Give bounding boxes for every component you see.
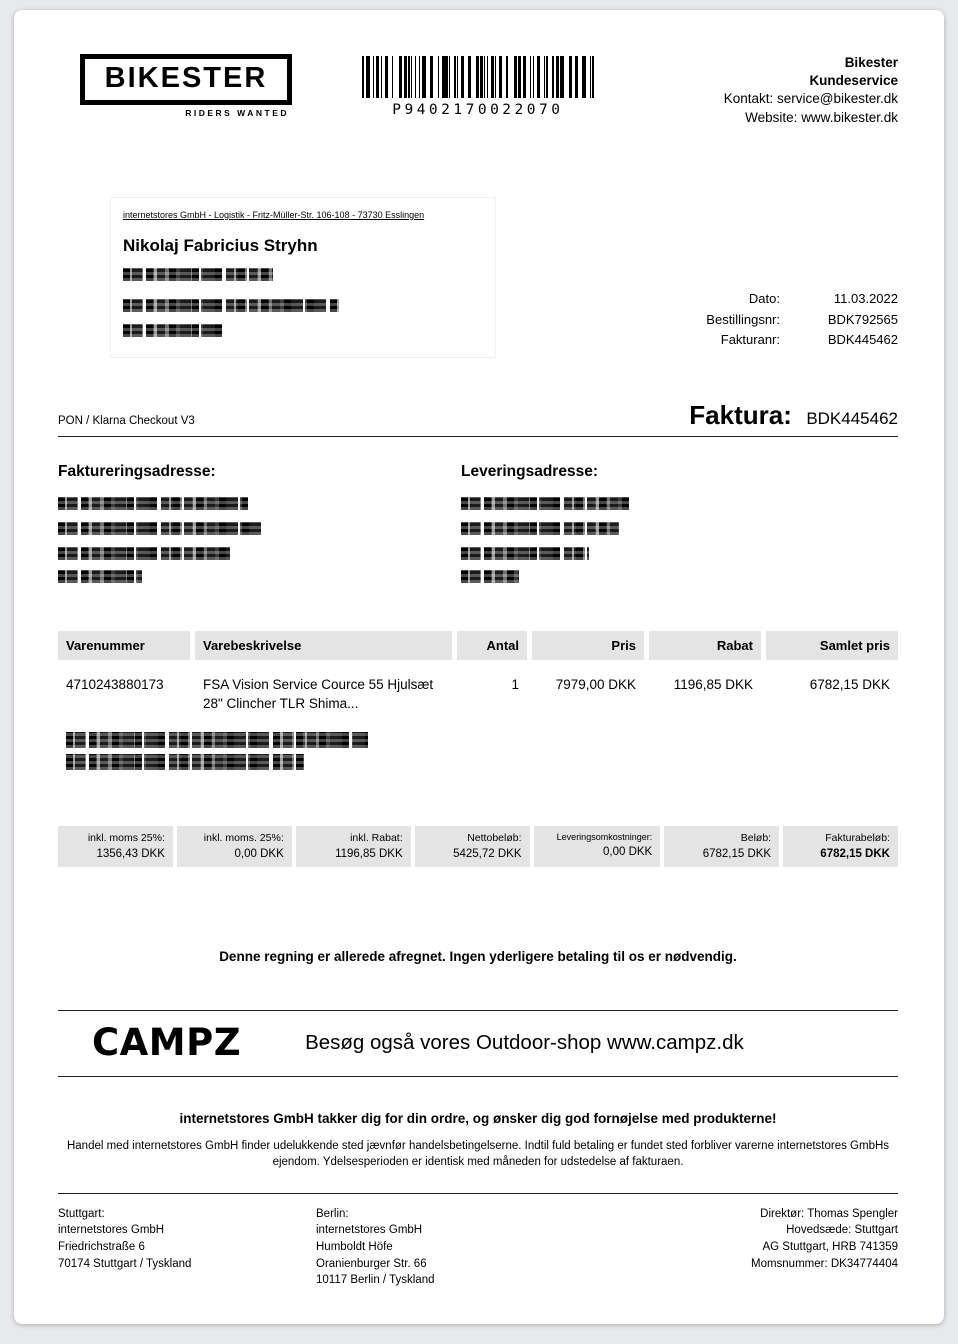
item-qty: 1 — [511, 676, 519, 692]
redacted-text — [461, 570, 519, 583]
footer-stuttgart — [58, 1206, 316, 1289]
footer-line: internetstores GmbH — [58, 1224, 165, 1237]
total-value: 0,00 DKK — [234, 848, 284, 860]
total-label: inkl. Rabat: — [350, 832, 403, 844]
items-table — [58, 631, 898, 770]
total-value: 1356,43 DKK — [96, 848, 165, 860]
contact-label: Kontakt: — [723, 91, 774, 107]
redacted-text — [461, 522, 619, 535]
dato-value: 11.03.2022 — [833, 291, 898, 307]
footer — [58, 1206, 898, 1289]
item-number: 4710243880173 — [66, 676, 164, 692]
total-value: 5425,72 DKK — [453, 848, 522, 860]
campz-logo: CAMPZ — [92, 1021, 242, 1064]
total-value: 1196,85 DKK — [335, 848, 403, 860]
invoice-number: BDK445462 — [806, 408, 898, 428]
service-info — [724, 54, 898, 127]
barcode-icon — [362, 56, 594, 98]
total-value: 6782,15 DKK — [702, 848, 772, 860]
footer-line: Hovedsæde: Stuttgart — [786, 1224, 898, 1237]
fakturanr-label: Fakturanr: — [720, 331, 780, 347]
website-label: Website: — [745, 109, 798, 125]
footer-line: Stuttgart: — [58, 1207, 105, 1220]
redacted-recipient-city — [123, 299, 339, 312]
billing-address — [58, 463, 461, 583]
barcode-block — [358, 56, 598, 118]
column-header-antal: Antal — [457, 631, 527, 660]
totals-bar — [58, 826, 898, 867]
website-link[interactable]: www.bikester.dk — [801, 109, 898, 125]
total-label: Fakturabeløb: — [825, 832, 890, 844]
total-value: 0,00 DKK — [603, 846, 653, 858]
total-cell-fakturabelob — [783, 826, 898, 867]
redacted-recipient-country — [123, 324, 223, 337]
invoice-title-row — [58, 400, 898, 437]
redacted-text — [58, 522, 264, 535]
total-cell-belob — [664, 826, 779, 867]
shipping-address-heading: Leveringsadresse: — [461, 462, 598, 480]
bikester-logo-tagline: RIDERS WANTED — [185, 108, 289, 118]
contact-email-link[interactable]: service@bikester.dk — [776, 91, 898, 107]
recipient-name: Nikolaj Fabricius Stryhn — [123, 235, 318, 255]
address-window — [110, 197, 496, 358]
meta-row-bestillingsnr — [706, 310, 898, 330]
footer-line: Oranienburger Str. 66 — [316, 1257, 427, 1270]
redacted-text — [58, 497, 248, 510]
footer-line: Berlin: — [316, 1207, 349, 1220]
dato-label: Dato: — [748, 291, 780, 307]
bestillingsnr-label: Bestillingsnr: — [706, 311, 780, 327]
campz-promo-text: Besøg også vores Outdoor-shop www.campz.dk — [305, 1030, 744, 1054]
redacted-text — [66, 754, 304, 770]
fakturanr-value: BDK445462 — [827, 331, 898, 347]
footer-line: Humboldt Höfe — [316, 1241, 393, 1253]
column-header-varenummer: Varenummer — [58, 631, 190, 660]
invoice-title: Faktura: — [689, 399, 792, 430]
item-price: 7979,00 DKK — [555, 676, 636, 692]
total-cell-moms-25-b — [177, 826, 292, 867]
invoice-title-block — [689, 400, 898, 431]
redacted-text — [66, 732, 368, 748]
terms-text: Handel med internetstores GmbH finder udelukkende sted jævnfør handelsbetingelserne. Indtil fuld betaling er fundet sted forbliver varerne internetstores GmbHs ejendom. Ydelsesperioden er identisk med måneden for udstedelse af fakturaen. — [66, 1140, 890, 1169]
item-description: FSA Vision Service Cource 55 Hjulsæt 28" Clincher TLR Shima... — [203, 676, 434, 712]
footer-line: AG Stuttgart, HRB 741359 — [762, 1241, 898, 1253]
header — [58, 54, 898, 127]
redacted-text — [461, 497, 629, 510]
total-cell-nettobelob — [415, 826, 530, 867]
redacted-recipient-street — [123, 268, 273, 281]
meta-row-fakturanr — [706, 330, 898, 350]
invoice-meta — [706, 289, 898, 349]
bestillingsnr-value: BDK792565 — [827, 311, 898, 327]
footer-divider — [58, 1193, 898, 1194]
total-label: Nettobeløb: — [467, 832, 522, 844]
barcode-number: P9402170022070 — [392, 102, 564, 118]
footer-legal — [751, 1206, 898, 1289]
total-label: Leveringsomkostninger: — [556, 832, 653, 842]
sender-address-line: internetstores GmbH - Logistik - Fritz-Müller-Str. 106-108 - 73730 Esslingen — [123, 209, 425, 220]
paid-notice: Denne regning er allerede afregnet. Ingen yderligere betaling til os er nødvendig. — [219, 949, 737, 964]
column-header-rabat: Rabat — [649, 631, 761, 660]
bikester-logo — [80, 54, 292, 118]
items-table-header — [58, 631, 898, 660]
service-company-name: Bikester — [844, 55, 898, 70]
redacted-text — [461, 547, 589, 560]
table-row — [58, 675, 898, 714]
column-header-varebeskrivelse: Varebeskrivelse — [195, 631, 452, 660]
total-cell-rabat — [296, 826, 411, 867]
footer-line: 10117 Berlin / Tyskland — [316, 1274, 435, 1287]
item-discount: 1196,85 DKK — [673, 676, 753, 692]
bikester-logo-text: BIKESTER — [80, 54, 292, 105]
redacted-text — [58, 547, 230, 560]
payment-method-line: PON / Klarna Checkout V3 — [58, 414, 195, 427]
footer-line: 70174 Stuttgart / Tyskland — [58, 1257, 192, 1270]
total-label: inkl. moms 25%: — [87, 832, 165, 844]
billing-address-heading: Faktureringsadresse: — [58, 462, 216, 480]
address-meta-row — [58, 197, 898, 358]
service-department: Kundeservice — [809, 73, 898, 89]
item-total: 6782,15 DKK — [809, 676, 890, 692]
column-header-samlet-pris: Samlet pris — [766, 631, 898, 660]
total-cell-levering — [534, 826, 661, 867]
column-header-pris: Pris — [532, 631, 644, 660]
footer-line: Direktør: Thomas Spengler — [760, 1207, 898, 1220]
redacted-text — [58, 570, 142, 583]
footer-line: Momsnummer: DK34774404 — [750, 1257, 898, 1270]
footer-line: internetstores GmbH — [316, 1224, 423, 1237]
total-label: inkl. moms. 25%: — [203, 832, 284, 844]
footer-berlin — [316, 1206, 751, 1289]
thanks-message: internetstores GmbH takker dig for din ordre, og ønsker dig god fornøjelse med produkterne! — [179, 1111, 777, 1126]
meta-row-dato — [706, 289, 898, 309]
total-label: Beløb: — [740, 832, 772, 844]
campz-banner — [58, 1010, 898, 1077]
service-contact-line — [724, 90, 898, 108]
footer-line: Friedrichstraße 6 — [58, 1241, 145, 1253]
service-website-line — [724, 109, 898, 127]
total-cell-moms-25 — [58, 826, 173, 867]
invoice-page — [14, 10, 944, 1324]
total-value-invoice-amount: 6782,15 DKK — [820, 848, 890, 860]
shipping-address — [461, 463, 864, 583]
addresses-section — [58, 463, 898, 583]
redacted-item-details — [66, 732, 898, 770]
